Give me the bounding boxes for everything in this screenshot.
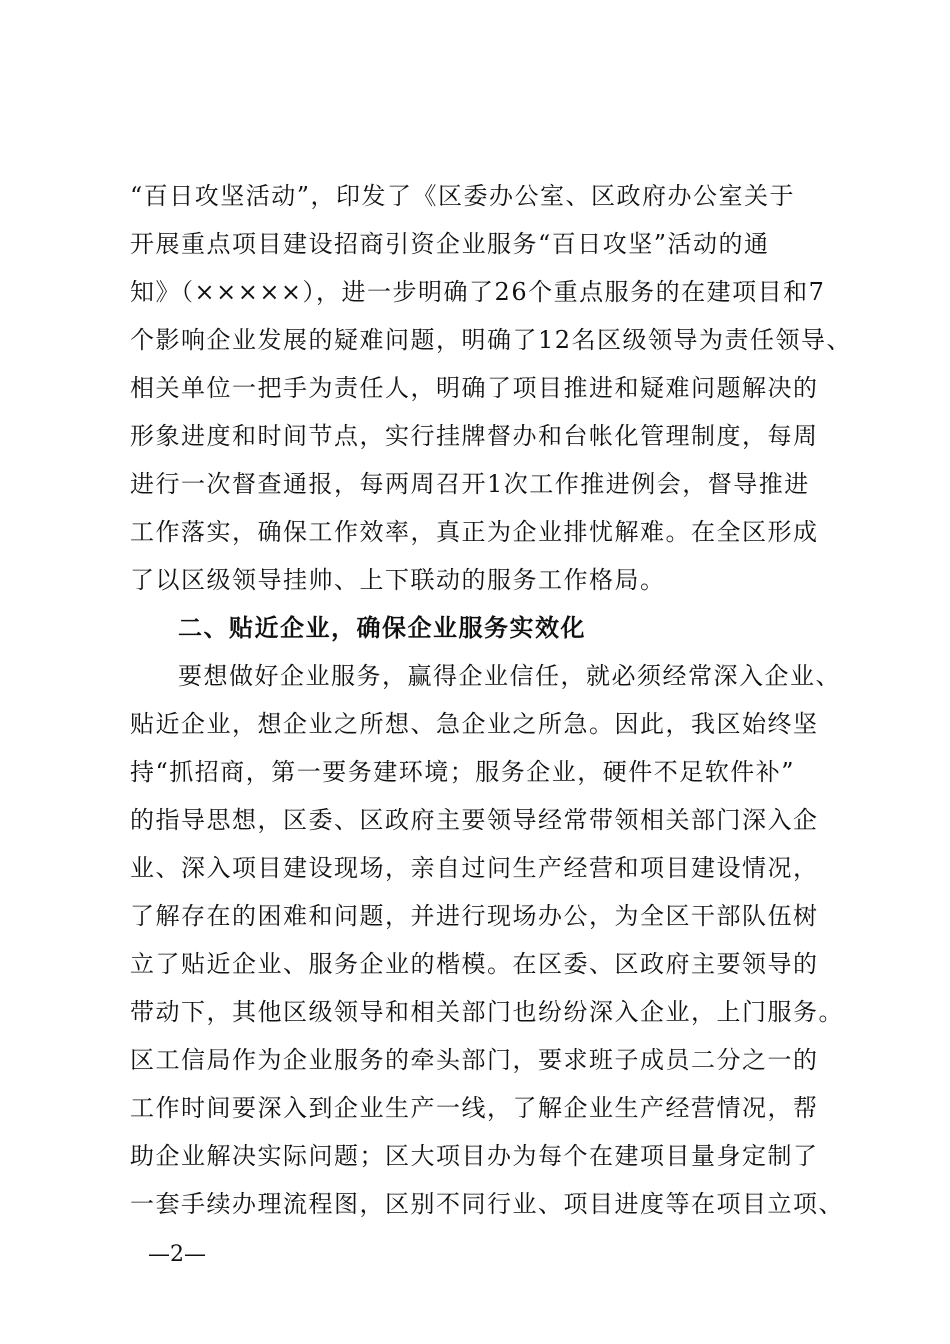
paragraph-1-line-8: 工作落实，确保工作效率，真正为企业排忧解难。在全区形成 xyxy=(130,518,819,546)
paragraph-2-line-11: 助企业解决实际问题；区大项目办为每个在建项目量身定制了 xyxy=(130,1142,819,1170)
paragraph-1-line-4: 个影响企业发展的疑难问题，明确了12名区级领导为责任领导、 xyxy=(130,326,853,354)
paragraph-2-line-2: 贴近企业，想企业之所想、急企业之所急。因此，我区始终坚 xyxy=(130,710,819,738)
paragraph-1-line-9: 了以区级领导挂帅、上下联动的服务工作格局。 xyxy=(130,566,666,594)
paragraph-2-line-10: 工作时间要深入到企业生产一线，了解企业生产经营情况，帮 xyxy=(130,1094,819,1122)
paragraph-1-line-6: 形象进度和时间节点，实行挂牌督办和台帐化管理制度，每周 xyxy=(130,422,819,450)
paragraph-2-line-7: 立了贴近企业、服务企业的楷模。在区委、区政府主要领导的 xyxy=(130,950,819,978)
paragraph-2-line-4: 的指导思想，区委、区政府主要领导经常带领相关部门深入企 xyxy=(130,806,819,834)
paragraph-2-line-5: 业、深入项目建设现场，亲自过问生产经营和项目建设情况， xyxy=(130,854,819,882)
paragraph-2-line-8: 带动下，其他区级领导和相关部门也纷纷深入企业，上门服务。 xyxy=(130,998,844,1026)
paragraph-1-line-2: 开展重点项目建设招商引资企业服务“百日攻坚”活动的通 xyxy=(130,230,770,258)
paragraph-1-line-1: “百日攻坚活动”，印发了《区委办公室、区政府办公室关于 xyxy=(130,182,796,210)
paragraph-2-line-12: 一套手续办理流程图，区别不同行业、项目进度等在项目立项、 xyxy=(130,1190,844,1218)
section-heading-2: 二、贴近企业，确保企业服务实效化 xyxy=(178,614,586,642)
paragraph-1-line-3: 知》（×××××），进一步明确了26个重点服务的在建项目和7 xyxy=(130,278,826,306)
paragraph-2-line-1: 要想做好企业服务，赢得企业信任，就必须经常深入企业、 xyxy=(178,662,841,690)
paragraph-2-line-6: 了解存在的困难和问题，并进行现场办公，为全区干部队伍树 xyxy=(130,902,819,930)
paragraph-1-line-7: 进行一次督查通报，每两周召开1次工作推进例会，督导推进 xyxy=(130,470,810,498)
page-number: —2— xyxy=(148,1242,206,1267)
paragraph-2-line-3: 持“抓招商，第一要务建环境；服务企业，硬件不足软件补” xyxy=(130,758,796,786)
paragraph-2-line-9: 区工信局作为企业服务的牵头部门，要求班子成员二分之一的 xyxy=(130,1046,819,1074)
paragraph-1-line-5: 相关单位一把手为责任人，明确了项目推进和疑难问题解决的 xyxy=(130,374,819,402)
